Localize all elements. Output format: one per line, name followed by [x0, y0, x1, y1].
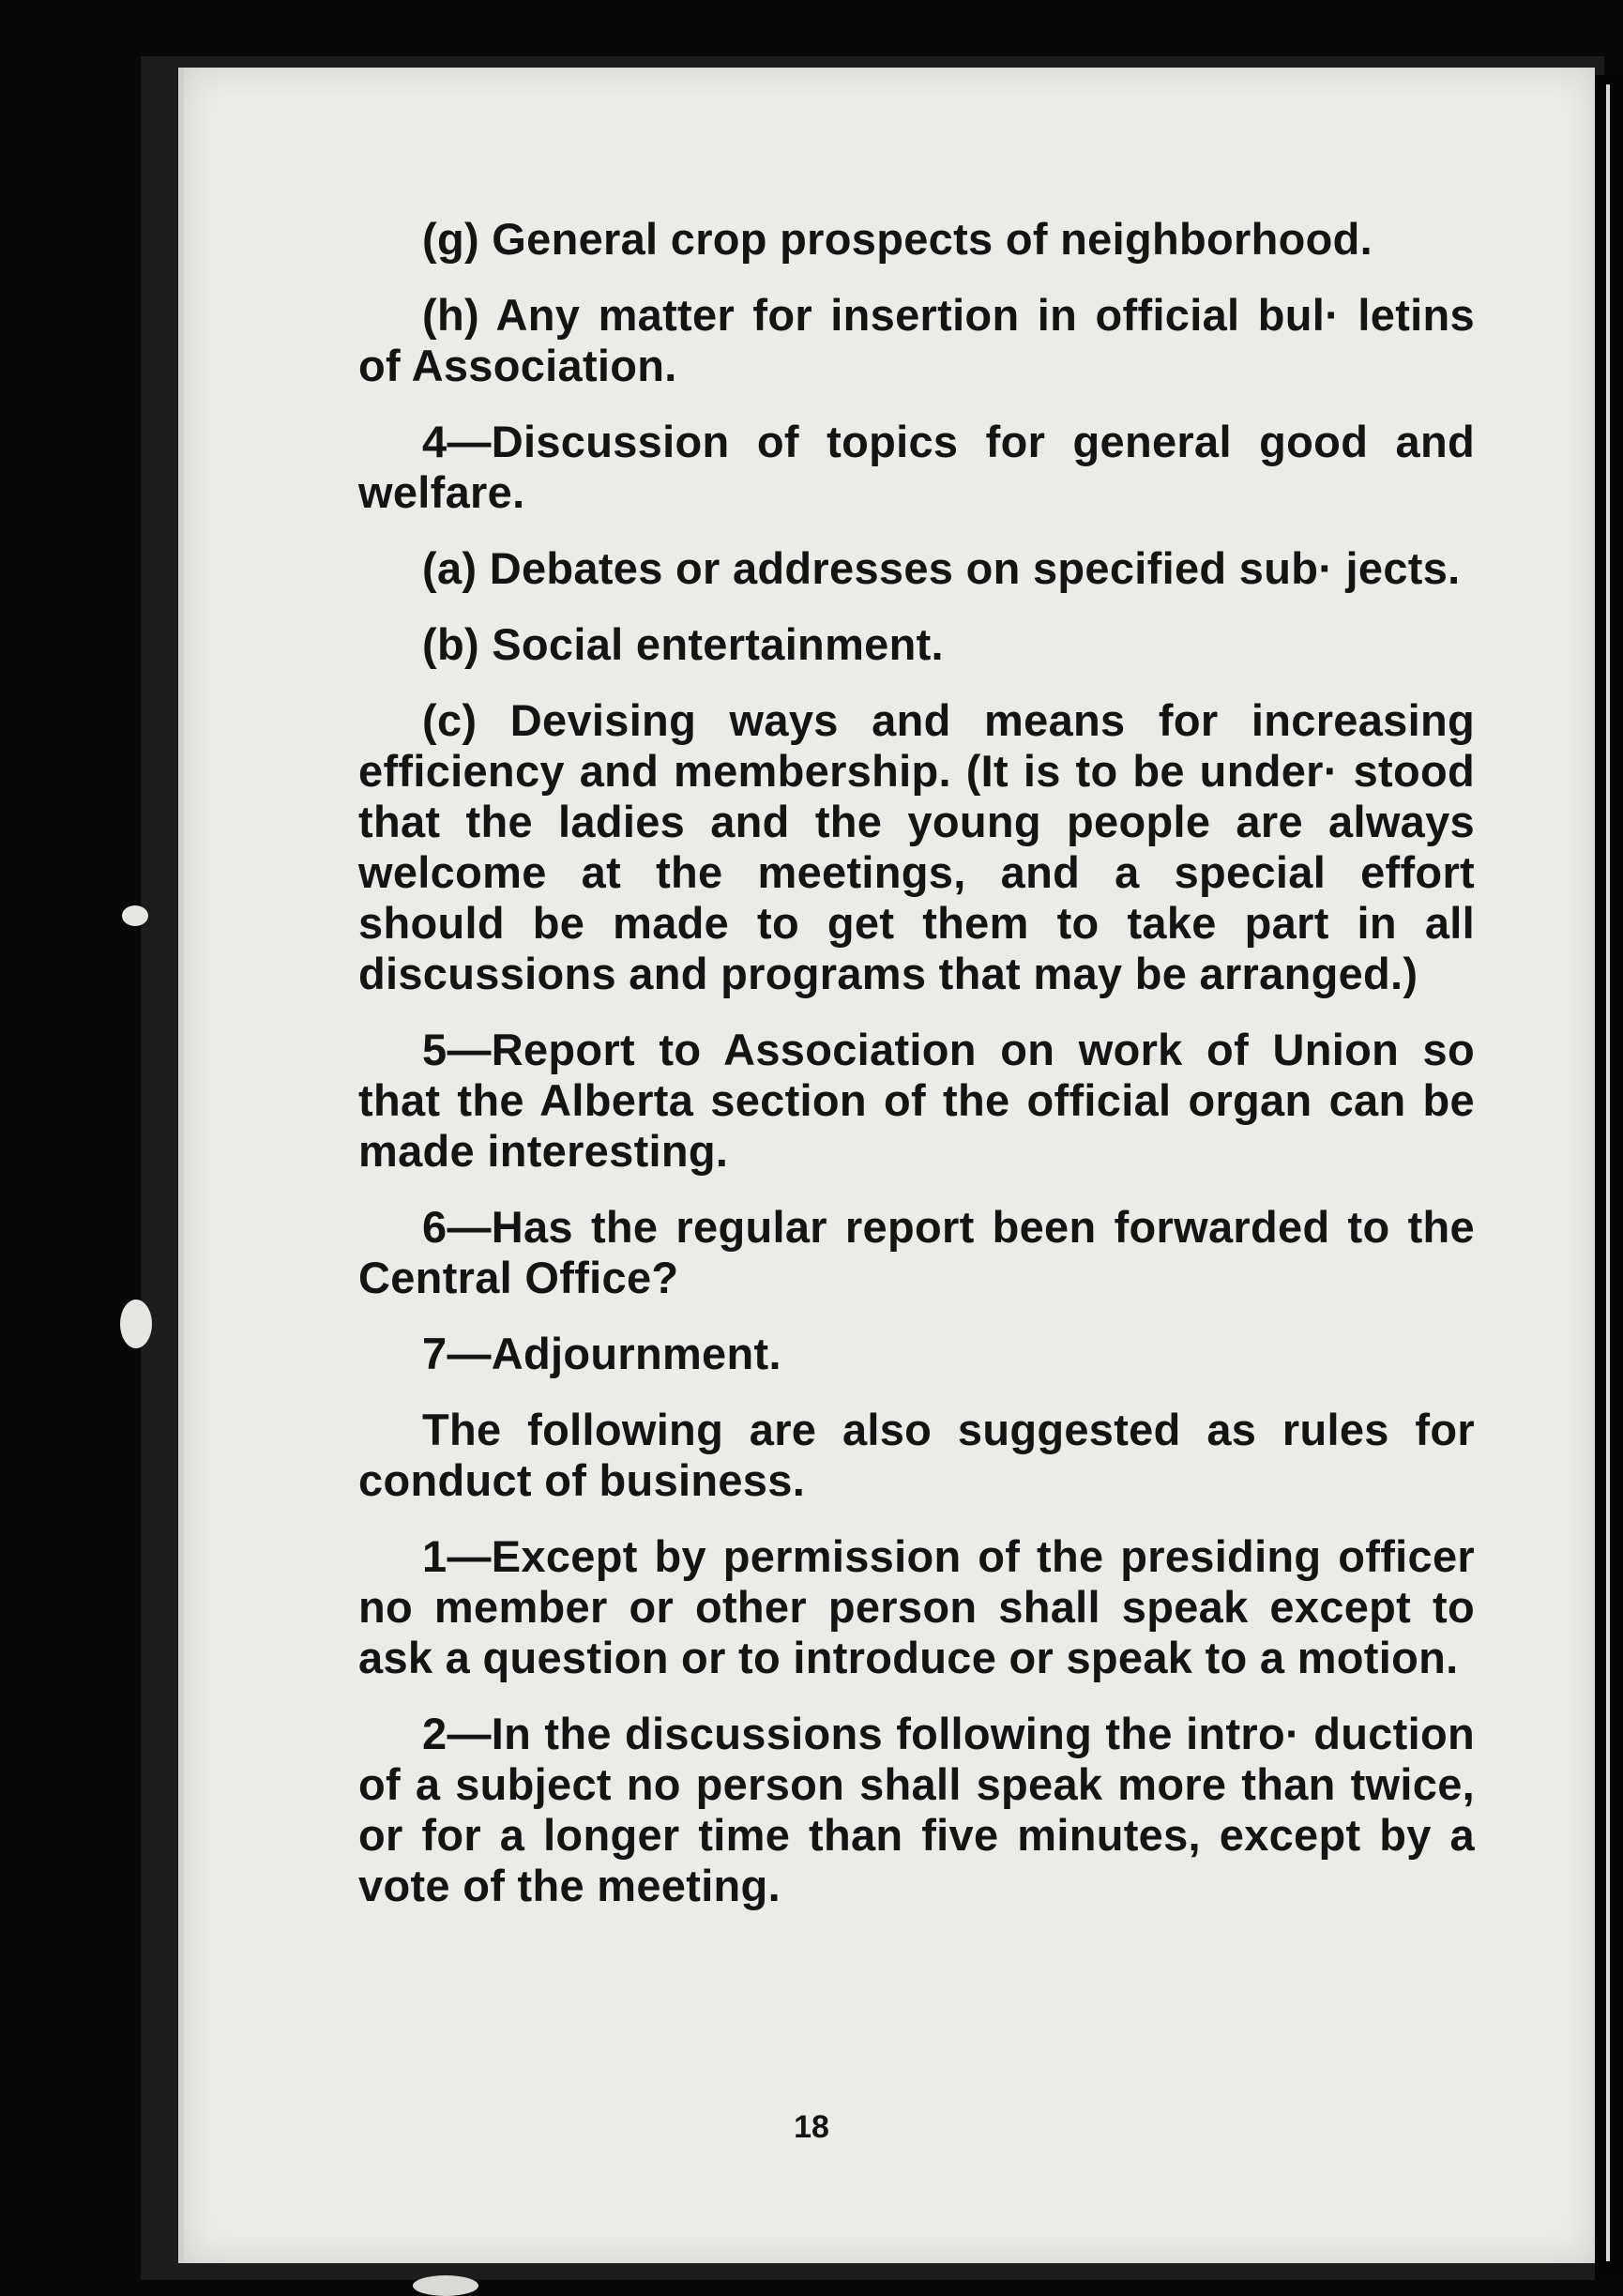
paragraph-a: (a) Debates or addresses on specified sub· jects.: [422, 543, 1461, 593]
paragraph-rule-1: 1—Except by permission of the presiding officer no member or other person shall speak except to ask a question or to introduce or speak to a motion.: [358, 1531, 1475, 1682]
paragraph-h: (h) Any matter for insertion in official bul· letins of Association.: [358, 290, 1475, 390]
paragraph-7: 7—Adjournment.: [422, 1329, 781, 1378]
paragraph-5: 5—Report to Association on work of Union so that the Alberta section of the official organ can be made interesting.: [358, 1025, 1475, 1176]
paragraph-4: 4—Discussion of topics for general good and welfare.: [358, 417, 1475, 517]
left-margin-blot: [120, 1300, 152, 1348]
paragraph-c: (c) Devising ways and means for increasing efficiency and membership. (It is to be under· stood that the ladies and the young people are always welcome at the meetings, and a special effort should be made to get them to take part in all discussions and programs that may be arranged.): [358, 695, 1475, 998]
page-right-edge-line: [1606, 84, 1610, 2261]
left-margin-blot: [122, 905, 148, 926]
paragraph-b: (b) Social entertainment.: [422, 619, 944, 669]
paragraph-g: (g) General crop prospects of neighborhood.: [422, 214, 1373, 264]
document-body: [358, 214, 1475, 1937]
bottom-blot: [413, 2275, 478, 2296]
paragraph-rules-intro: The following are also suggested as rules for conduct of business.: [358, 1405, 1475, 1505]
paragraph-6: 6—Has the regular report been forwarded to the Central Office?: [358, 1202, 1475, 1302]
paragraph-rule-2: 2—In the discussions following the intro· duction of a subject no person shall speak more than twice, or for a longer time than five minutes, except by a vote of the meeting.: [358, 1709, 1475, 1910]
page-number: 18: [794, 2109, 829, 2145]
